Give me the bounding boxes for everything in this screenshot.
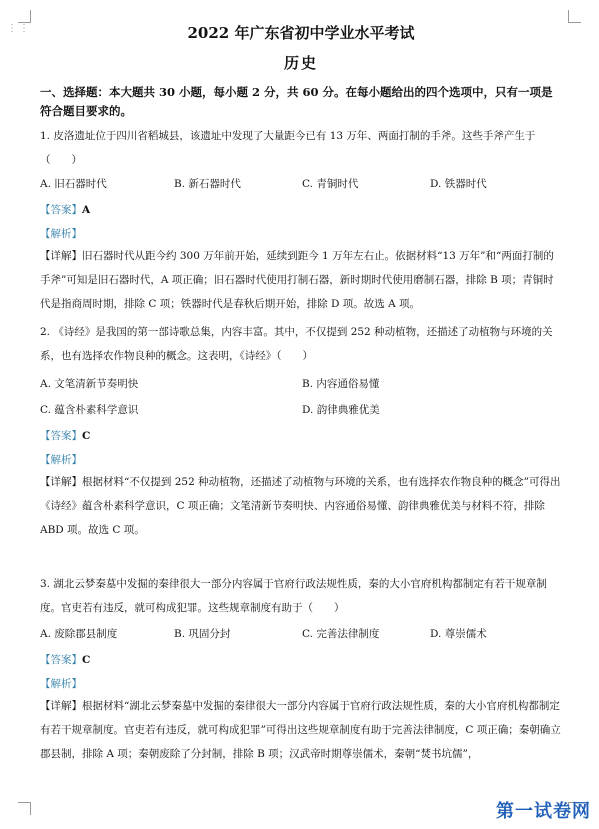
crop-mark-bottom-left bbox=[18, 802, 31, 815]
question-3-analysis-label: 【解析】 bbox=[40, 678, 82, 690]
question-2-detail: 【详解】根据材料“不仅提到 252 种动植物，还描述了动植物与环境的关系，也有选择农作物良种的概念”可得出《诗经》蕴含朴素科学意识，C 项正确；文笔清新节奏明快、内容通俗易懂、韵律典雅优美与材料不符，排除 ABD 项。故选 C 项。 bbox=[40, 476, 561, 536]
question-2-option-b: B. 内容通俗易懂 bbox=[302, 378, 380, 390]
drag-handle-icon[interactable]: ⋮⋮ bbox=[7, 23, 31, 34]
watermark-logo: 第一试卷网 bbox=[496, 801, 591, 822]
question-2-answer bbox=[40, 428, 90, 443]
question-3-option-a: A. 废除郡县制度 bbox=[40, 628, 118, 640]
question-1-stem: 1. 皮洛遗址位于四川省稻城县，该遗址中发现了大量距今已有 13 万年、两面打制的手斧。这些手斧产生于（ ） bbox=[40, 130, 536, 166]
question-1-detail: 【详解】旧石器时代从距今约 300 万年前开始，延续到距今 1 万年左右止。依据材料“13 万年”和“两面打制的手斧”可知是旧石器时代，A 项正确；旧石器时代使用打制石器，新时期时代使用磨制石器，排除 B 项；青铜时代是指商周时期，排除 C 项；铁器时代是春秋后期开始，排除 D 项。故选 A 项。 bbox=[40, 250, 554, 310]
question-1-option-a: A. 旧石器时代 bbox=[40, 178, 107, 190]
crop-mark-top-right bbox=[568, 10, 581, 23]
crop-mark-top-left bbox=[18, 10, 31, 23]
section-heading: 一、选择题：本大题共 30 小题，每小题 2 分，共 60 分。在每小题给出的四个选项中，只有一项是符合题目要求的。 bbox=[40, 85, 553, 118]
question-1-option-d: D. 铁器时代 bbox=[430, 178, 487, 190]
question-2-option-a: A. 文笔清新节奏明快 bbox=[40, 378, 139, 390]
question-3-detail: 【详解】根据材料“湖北云梦秦墓中发掘的秦律很大一部分内容属于官府行政法规性质，秦的大小官府机构都制定有若干规章制度。官吏若有违反，就可构成犯罪”可得出这些规章制度有助于完善法律制度，C 项正确；秦朝确立郡县制，排除 A 项；秦朝废除了分封制，排除 B 项；汉武帝时期尊崇儒术，秦朝“焚书坑儒”， bbox=[40, 700, 561, 760]
question-3-option-c: C. 完善法律制度 bbox=[302, 628, 380, 640]
question-1-option-b: B. 新石器时代 bbox=[174, 178, 241, 190]
answer-value: C bbox=[82, 654, 91, 666]
question-2-option-d: D. 韵律典雅优美 bbox=[302, 404, 380, 416]
question-1-option-c: C. 青铜时代 bbox=[302, 178, 359, 190]
question-2-analysis-label: 【解析】 bbox=[40, 454, 82, 466]
answer-label: 【答案】 bbox=[40, 654, 82, 666]
question-3-option-d: D. 尊崇儒术 bbox=[430, 628, 487, 640]
answer-label: 【答案】 bbox=[40, 204, 82, 216]
subject-title: 历史 bbox=[283, 54, 318, 72]
question-1-answer bbox=[40, 202, 90, 217]
page-title: 2022 年广东省初中学业水平考试 bbox=[187, 24, 415, 42]
answer-value: A bbox=[82, 204, 91, 216]
answer-label: 【答案】 bbox=[40, 430, 82, 442]
question-2-option-c: C. 蕴含朴素科学意识 bbox=[40, 404, 139, 416]
question-3-stem: 3. 湖北云梦秦墓中发掘的秦律很大一部分内容属于官府行政法规性质，秦的大小官府机构都制定有若干规章制度。官吏若有违反，就可构成犯罪。这些规章制度有助于（ ） bbox=[40, 578, 547, 614]
answer-value: C bbox=[82, 430, 91, 442]
question-3-answer bbox=[40, 652, 90, 667]
question-2-stem: 2. 《诗经》是我国的第一部诗歌总集，内容丰富。其中，不仅提到 252 种动植物，还描述了动植物与环境的关系，也有选择农作物良种的概念。这表明，《诗经》（ ） bbox=[40, 326, 553, 362]
question-3-option-b: B. 巩固分封 bbox=[174, 628, 231, 640]
question-1-analysis-label: 【解析】 bbox=[40, 228, 82, 240]
